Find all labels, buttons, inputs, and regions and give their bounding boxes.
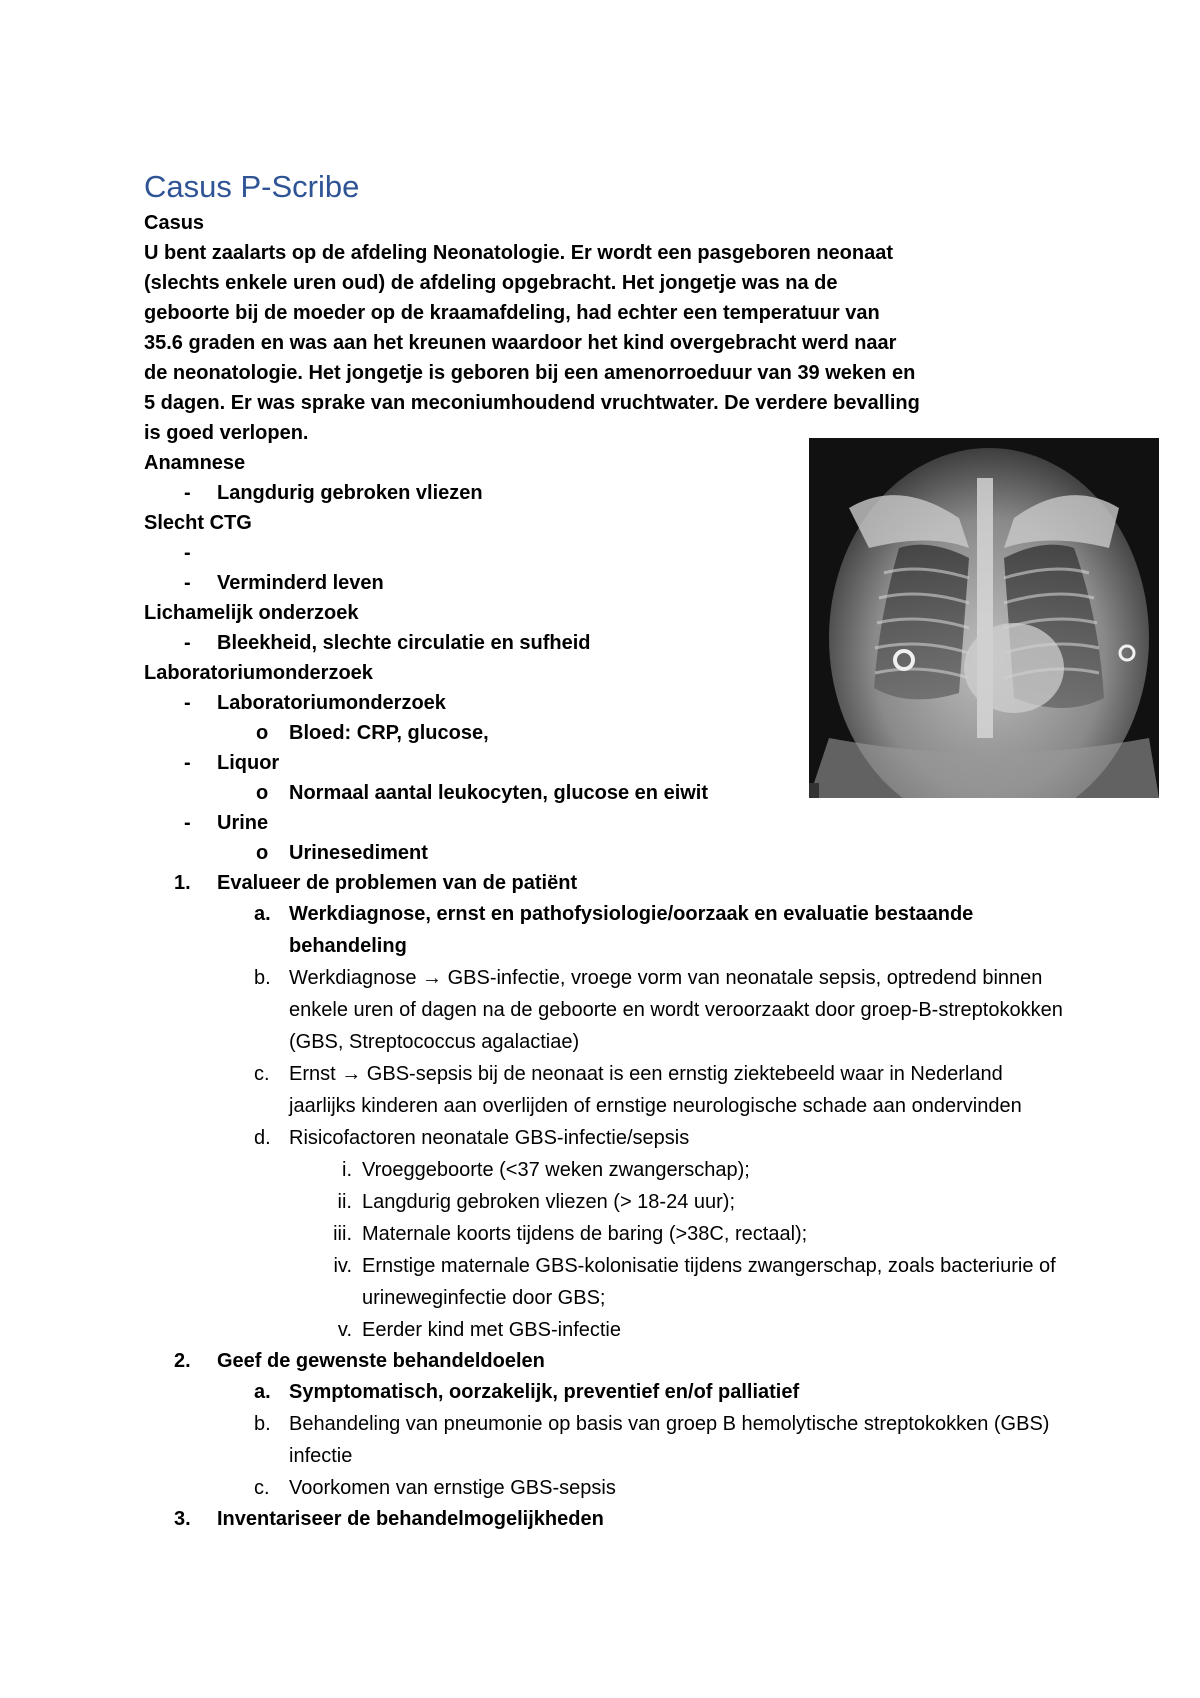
list-item: [144, 808, 1074, 838]
lab-sub-item-text: Normaal aantal leukocyten, glucose en eiwit: [289, 782, 709, 804]
list-item: [144, 1314, 1082, 1346]
section-casus-heading: Casus: [144, 212, 205, 234]
list-item: [144, 1058, 1069, 1122]
lab-item-text: Liquor: [217, 752, 280, 774]
alpha-mark: a.: [254, 903, 271, 925]
question-3: [144, 1504, 1074, 1534]
roman-mark: iii.: [333, 1223, 352, 1245]
list-item-text: Werkdiagnose → GBS-infectie, vroege vorm van neonatale sepsis, optredend binnen enkele uren of dagen na de geboorte en wordt veroorzaakt door groep-B-streptokokken (GBS, Streptococcus agalactiae): [289, 967, 1063, 1053]
bullet-mark: -: [184, 572, 191, 594]
bullet-mark: -: [184, 482, 191, 504]
list-item: [144, 898, 1069, 962]
anamnese-item-text: Langdurig gebroken vliezen: [217, 482, 483, 504]
anamnese-heading: Anamnese: [144, 452, 246, 474]
list-item-text: Maternale koorts tijdens de baring (>38C, rectaal);: [362, 1223, 808, 1245]
bullet-mark: -: [184, 752, 191, 774]
list-item: [144, 538, 1074, 568]
list-item-text: Voorkomen van ernstige GBS-sepsis: [289, 1477, 616, 1499]
list-item-text: Langdurig gebroken vliezen (> 18-24 uur);: [362, 1191, 736, 1213]
question-number: 3.: [174, 1508, 191, 1530]
list-item: [144, 718, 1074, 748]
list-item: [144, 1376, 1069, 1408]
physical-exam-item-text: Bleekheid, slechte circulatie en sufheid: [217, 632, 591, 654]
bullet-mark: -: [184, 632, 191, 654]
alpha-mark: c.: [254, 1477, 270, 1499]
ctg-item-text: Verminderd leven: [217, 572, 384, 594]
sub-bullet-mark: o: [256, 842, 269, 864]
bullet-mark: -: [184, 692, 191, 714]
list-item-text: Ernst → GBS-sepsis bij de neonaat is een ernstig ziektebeeld waar in Nederland jaarlijks kinderen aan overlijden of ernstige neurologische schade aan ondervinden: [289, 1063, 1022, 1117]
roman-mark: iv.: [333, 1255, 352, 1277]
lab-sub-item-text: Bloed: CRP, glucose,: [289, 722, 489, 744]
question-1: [144, 868, 1074, 898]
case-intro-paragraph: U bent zaalarts op de afdeling Neonatologie. Er wordt een pasgeboren neonaat (slechts enkele uren oud) de afdeling opgebracht. Het jongetje was na de geboorte bij de moeder op de kraamafdeling, had echter een temperatuur van 35.6 graden en was aan het kreunen waardoor het kind overgebracht werd naar de neonatologie. Het jongetje is geboren bij een amenorroeduur van 39 weken en 5 dagen. Er was sprake van meconiumhoudend vruchtwater. De verdere bevalling is goed verlopen.: [144, 242, 920, 444]
alpha-mark: c.: [254, 1063, 270, 1085]
alpha-mark: a.: [254, 1381, 271, 1403]
question-number: 1.: [174, 872, 191, 894]
roman-mark: v.: [337, 1319, 352, 1341]
list-item: [144, 748, 1074, 778]
sub-bullet-mark: o: [256, 722, 269, 744]
list-item-text: Vroeggeboorte (<37 weken zwangerschap);: [362, 1159, 750, 1181]
alpha-mark: d.: [254, 1127, 271, 1149]
list-item: [144, 1250, 1082, 1314]
roman-mark: i.: [342, 1159, 352, 1181]
list-item-text: Ernstige maternale GBS-kolonisatie tijdens zwangerschap, zoals bacteriurie of urineweginfectie door GBS;: [362, 1255, 1056, 1309]
physical-exam-heading: Lichamelijk onderzoek: [144, 602, 359, 624]
list-item-text: Eerder kind met GBS-infectie: [362, 1319, 621, 1341]
alpha-mark: b.: [254, 1413, 271, 1435]
list-item-text: Symptomatisch, oorzakelijk, preventief en/of palliatief: [289, 1381, 800, 1403]
question-text: Inventariseer de behandelmogelijkheden: [217, 1508, 604, 1530]
question-text: Geef de gewenste behandeldoelen: [217, 1350, 545, 1372]
list-item: [144, 688, 1074, 718]
list-item: [144, 962, 1069, 1058]
list-item: [144, 1472, 1069, 1504]
lab-heading: Laboratoriumonderzoek: [144, 662, 373, 684]
sub-bullet-mark: o: [256, 782, 269, 804]
bullet-mark: -: [184, 542, 191, 564]
lab-item-text: Urine: [217, 812, 269, 834]
lab-sub-item-text: Urinesediment: [289, 842, 428, 864]
list-item: [144, 1408, 1069, 1472]
list-item-text: Werkdiagnose, ernst en pathofysiologie/oorzaak en evaluatie bestaande behandeling: [289, 903, 974, 957]
roman-mark: ii.: [337, 1191, 352, 1213]
list-item: [144, 1186, 1082, 1218]
list-item: [144, 478, 1074, 508]
question-2: [144, 1346, 1074, 1376]
list-item-text: Behandeling van pneumonie op basis van groep B hemolytische streptokokken (GBS) infectie: [289, 1413, 1050, 1467]
list-item: [144, 628, 1074, 658]
list-item: [144, 838, 1074, 868]
question-number: 2.: [174, 1350, 191, 1372]
list-item: [144, 778, 1074, 808]
list-item-text: Risicofactoren neonatale GBS-infectie/sepsis: [289, 1127, 690, 1149]
lab-item-text: Laboratoriumonderzoek: [217, 692, 446, 714]
question-text: Evalueer de problemen van de patiënt: [217, 872, 578, 894]
list-item: [144, 568, 1074, 598]
list-item: [144, 1122, 1069, 1154]
document-content: [144, 168, 1074, 1534]
ctg-heading: Slecht CTG: [144, 512, 252, 534]
document-title: Casus P-Scribe: [144, 169, 360, 204]
list-item: [144, 1154, 1082, 1186]
alpha-mark: b.: [254, 967, 271, 989]
list-item: [144, 1218, 1082, 1250]
bullet-mark: -: [184, 812, 191, 834]
